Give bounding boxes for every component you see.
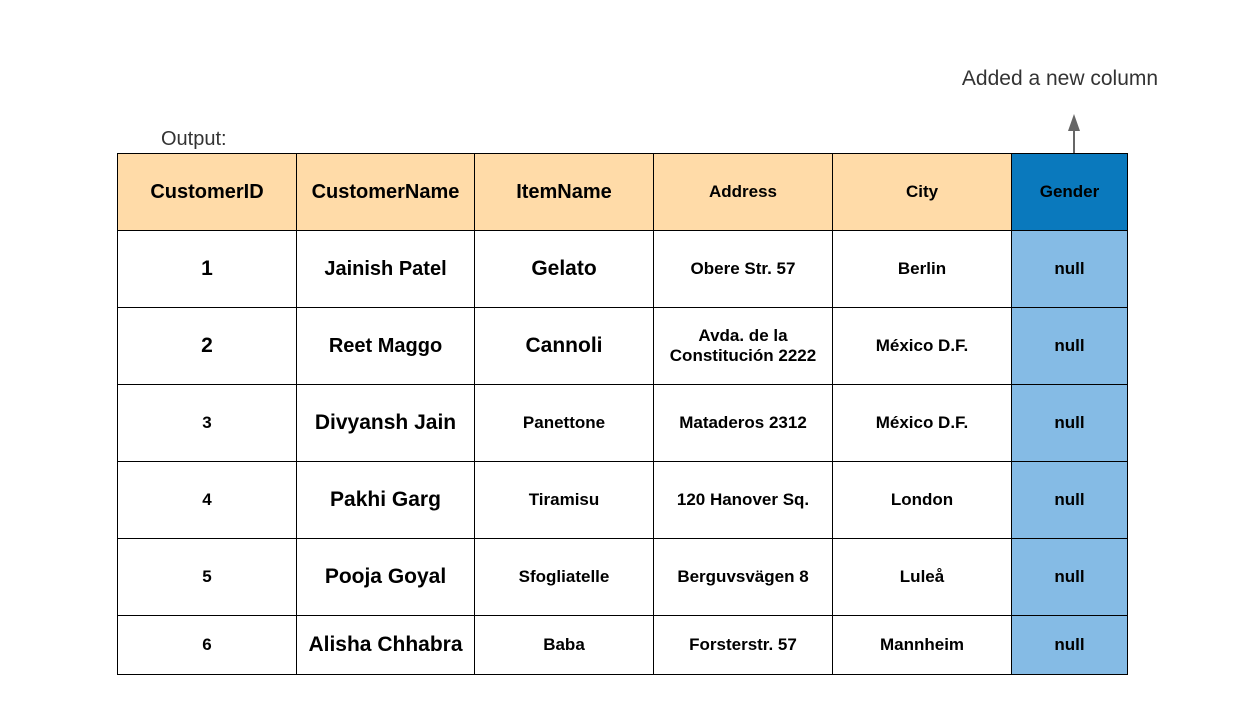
address-cell: 120 Hanover Sq. xyxy=(654,462,833,539)
city-cell: Mannheim xyxy=(833,616,1012,675)
item-name-cell: Sfogliatelle xyxy=(475,539,654,616)
customer-table xyxy=(117,153,1128,675)
column-header-customername: CustomerName xyxy=(297,154,475,231)
table-header-row xyxy=(118,154,1128,231)
customer-name-cell: Reet Maggo xyxy=(297,308,475,385)
table-row xyxy=(118,462,1128,539)
city-cell: Berlin xyxy=(833,231,1012,308)
address-cell: Mataderos 2312 xyxy=(654,385,833,462)
customer-id-cell: 6 xyxy=(118,616,297,675)
gender-cell: null xyxy=(1012,539,1128,616)
item-name-cell: Gelato xyxy=(475,231,654,308)
customer-name-cell: Jainish Patel xyxy=(297,231,475,308)
customer-id-cell: 5 xyxy=(118,539,297,616)
gender-cell: null xyxy=(1012,231,1128,308)
customer-id-cell: 1 xyxy=(118,231,297,308)
column-header-customerid: CustomerID xyxy=(118,154,297,231)
gender-cell: null xyxy=(1012,308,1128,385)
arrow-up-icon xyxy=(1064,112,1084,154)
table-row xyxy=(118,539,1128,616)
table-row xyxy=(118,231,1128,308)
item-name-cell: Cannoli xyxy=(475,308,654,385)
customer-name-cell: Divyansh Jain xyxy=(297,385,475,462)
output-label: Output: xyxy=(161,128,227,150)
column-header-gender: Gender xyxy=(1012,154,1128,231)
city-cell: México D.F. xyxy=(833,308,1012,385)
gender-cell: null xyxy=(1012,616,1128,675)
city-cell: Luleå xyxy=(833,539,1012,616)
gender-cell: null xyxy=(1012,385,1128,462)
item-name-cell: Panettone xyxy=(475,385,654,462)
table-row xyxy=(118,308,1128,385)
column-header-address: Address xyxy=(654,154,833,231)
city-cell: London xyxy=(833,462,1012,539)
item-name-cell: Baba xyxy=(475,616,654,675)
customer-id-cell: 4 xyxy=(118,462,297,539)
customer-name-cell: Pooja Goyal xyxy=(297,539,475,616)
column-header-city: City xyxy=(833,154,1012,231)
gender-cell: null xyxy=(1012,462,1128,539)
customer-name-cell: Pakhi Garg xyxy=(297,462,475,539)
customer-id-cell: 2 xyxy=(118,308,297,385)
new-column-annotation: Added a new column xyxy=(961,67,1159,90)
table-row xyxy=(118,616,1128,675)
city-cell: México D.F. xyxy=(833,385,1012,462)
column-header-itemname: ItemName xyxy=(475,154,654,231)
customer-name-cell: Alisha Chhabra xyxy=(297,616,475,675)
address-cell: Obere Str. 57 xyxy=(654,231,833,308)
item-name-cell: Tiramisu xyxy=(475,462,654,539)
address-cell: Berguvsvägen 8 xyxy=(654,539,833,616)
address-cell: Avda. de la Constitución 2222 xyxy=(654,308,833,385)
customer-id-cell: 3 xyxy=(118,385,297,462)
table-row xyxy=(118,385,1128,462)
address-cell: Forsterstr. 57 xyxy=(654,616,833,675)
